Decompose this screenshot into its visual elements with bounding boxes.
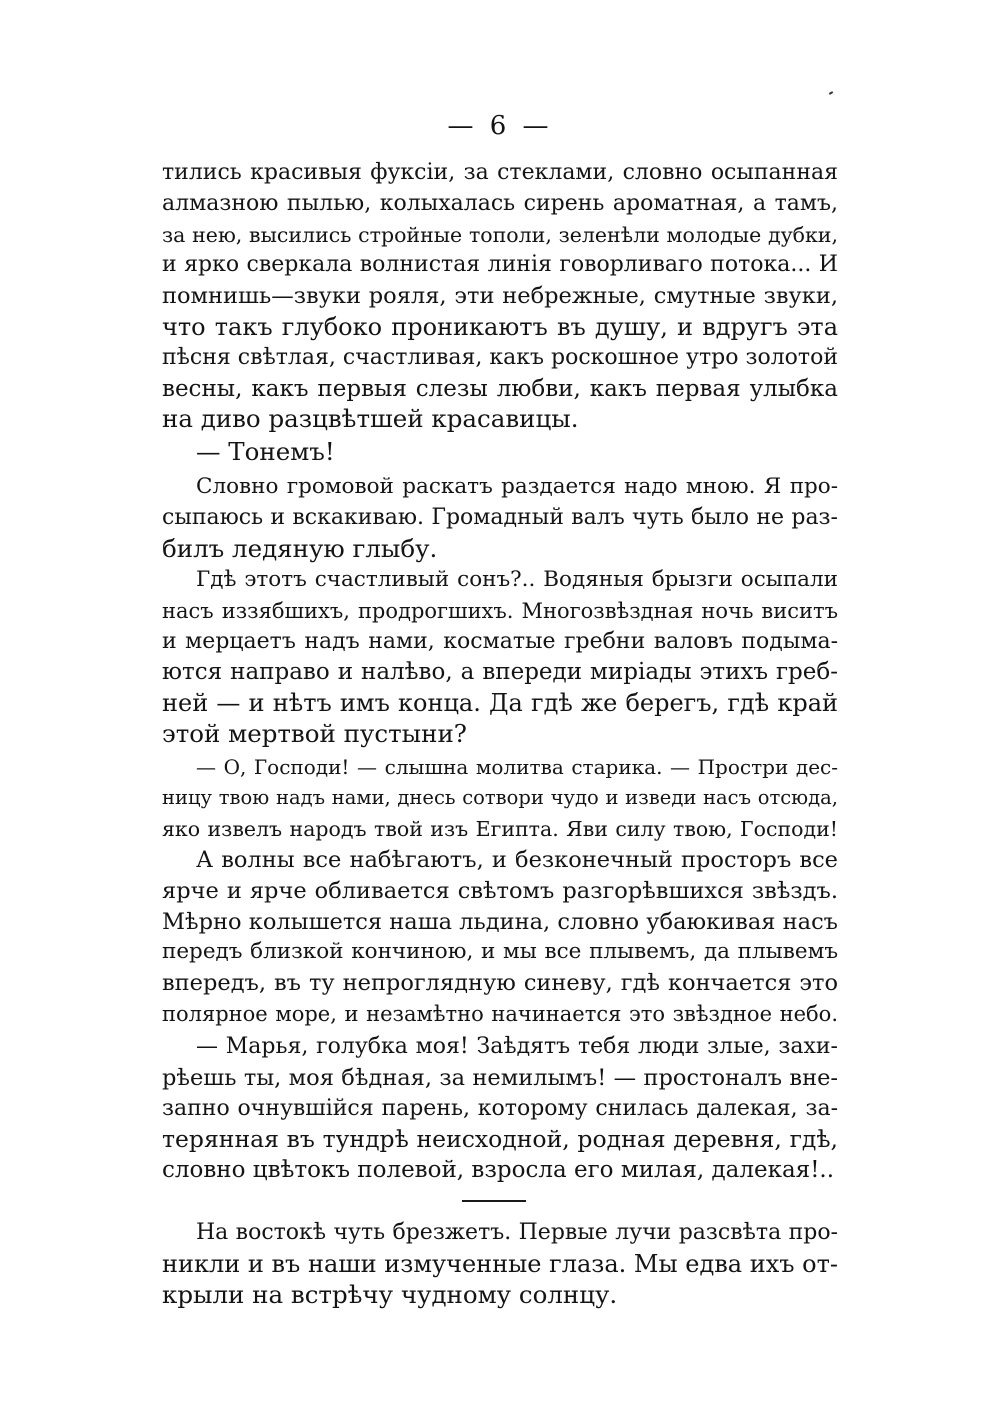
text-line: весны, какъ первыя слезы любви, какъ первая улыбка (162, 375, 838, 402)
paragraph-waves (162, 845, 838, 1030)
text-line: билъ ледяную глыбу. (162, 533, 438, 563)
text-line: и мерцаетъ надъ нами, косматые гребни валовъ подыма- (162, 628, 838, 654)
text-line: рѣешь ты, моя бѣдная, за немилымъ! — простоналъ вне- (162, 1064, 838, 1091)
text-line: полярное море, и незамѣтно начинается это звѣздное небо. (162, 1001, 838, 1026)
text-line: на диво разцвѣтшей красавицы. (162, 404, 579, 434)
text-line: ней — и нѣтъ имъ конца. Да гдѣ же берегъ, гдѣ край (162, 689, 838, 718)
text-line: крыли на встрѣчу чудному солнцу. (162, 1279, 618, 1309)
text-line: терянная въ тундрѣ неисходной, родная деревня, гдѣ, (162, 1125, 838, 1154)
text-line: — Марья, голубка моя! Заѣдятъ тебя люди злые, захи- (196, 1034, 838, 1059)
text-line: этой мертвой пустыни? (162, 718, 467, 748)
paragraph-exclamation (162, 437, 838, 468)
paragraph-night-sea (162, 565, 838, 750)
section-divider (462, 1200, 526, 1202)
text-line: ярче и ярче обливается свѣтомъ разгорѣвшихся звѣздъ. (162, 877, 838, 904)
text-line: яко извелъ народъ твой изъ Египта. Яви силу твою, Господи! (162, 816, 838, 841)
paragraph-lament (162, 1032, 838, 1186)
text-line: насъ иззябшихъ, продрогшихъ. Многозвѣздная ночь виситъ (162, 598, 838, 623)
paragraph-prayer (162, 752, 838, 844)
text-line: алмазною пылью, колыхалась сирень ароматная, а тамъ, (162, 190, 838, 216)
text-line: А волны все набѣгаютъ, и безконечный просторъ все (196, 847, 838, 873)
text-line: На востокѣ чуть брезжетъ. Первые лучи разсвѣта про- (196, 1220, 838, 1245)
text-line: — Тонемъ! (196, 437, 335, 466)
text-line: ницу твою надъ нами, днесь сотвори чудо и изведи насъ отсюда, (162, 785, 838, 809)
text-line: — О, Господи! — слышна молитва старика. — Простри дес- (196, 755, 838, 779)
page-number: — 6 — (447, 111, 553, 141)
text-line: ются направо и налѣво, а впереди миріады этихъ греб- (162, 659, 838, 686)
text-line: передъ близкой кончиною, и мы все плывемъ, да плывемъ (162, 939, 838, 965)
text-line: за нею, высились стройные тополи, зеленѣли молодые дубки, (162, 222, 838, 247)
text-line: что такъ глубоко проникаютъ въ душу, и вдругъ эта (162, 312, 838, 341)
text-line: тились красивыя фуксіи, за стеклами, словно осыпанная (162, 160, 838, 185)
text-line: запно очнувшійся парень, которому снилась далекая, за- (162, 1095, 838, 1121)
paragraph-dawn (162, 1218, 838, 1310)
text-line: Гдѣ этотъ счастливый сонъ?.. Водяныя брызги осыпали (196, 567, 838, 592)
text-line: сыпаюсь и вскакиваю. Громадный валъ чуть было не раз- (162, 504, 838, 530)
text-line: помнишь—звуки рояля, эти небрежные, смутные звуки, (162, 283, 838, 310)
text-line: и ярко сверкала волнистая линія говорливаго потока... И (162, 252, 838, 278)
paragraph-continuation (162, 158, 838, 435)
paragraph-awakening (162, 472, 838, 564)
text-line: словно цвѣтокъ полевой, взросла его милая, далекая!.. (162, 1157, 835, 1184)
text-line: Словно громовой раскатъ раздается надо мною. Я про- (196, 474, 838, 499)
text-line: пѣсня свѣтлая, счастливая, какъ роскошное утро золотой (162, 344, 838, 370)
text-line: впередъ, въ ту непроглядную синеву, гдѣ кончается это (162, 970, 838, 997)
text-line: Мѣрно колышется наша льдина, словно убаюкивая насъ (162, 908, 838, 935)
print-speck (829, 91, 833, 95)
text-line: никли и въ наши измученные глаза. Мы едва ихъ от- (162, 1249, 838, 1278)
